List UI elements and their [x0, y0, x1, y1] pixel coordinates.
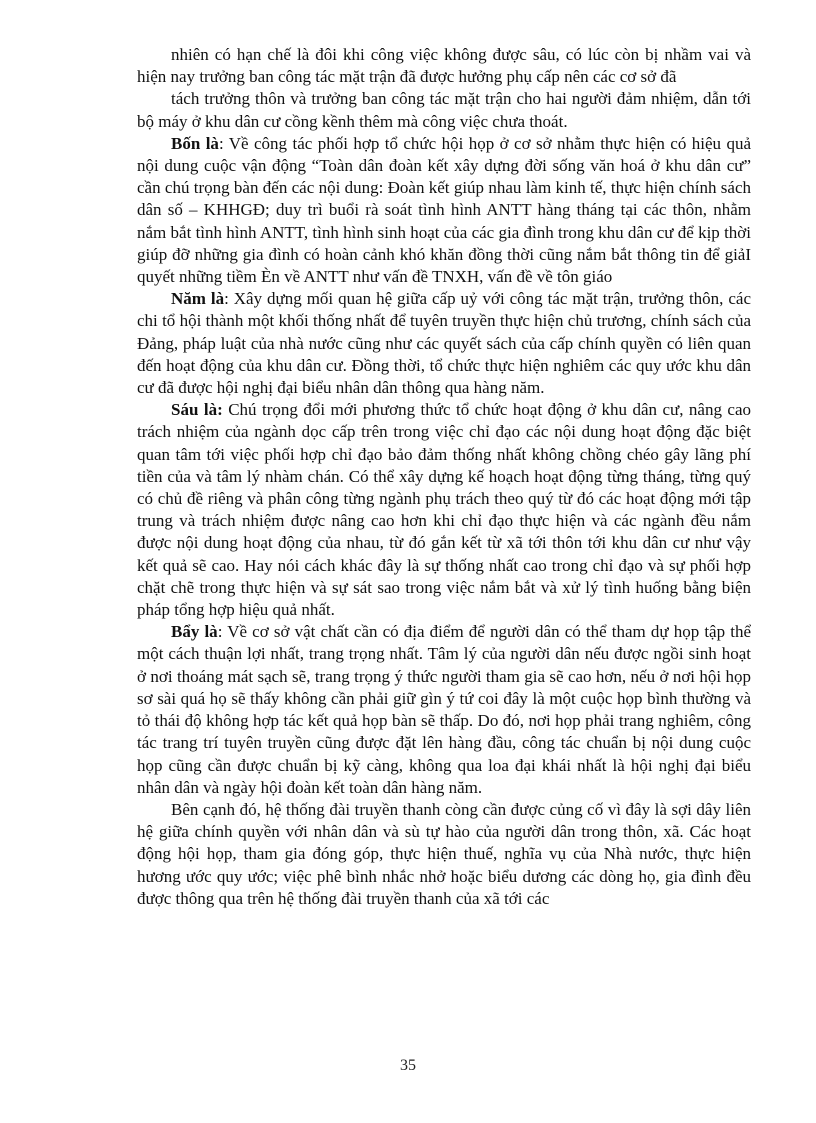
paragraph-continuation-2	[137, 88, 751, 132]
paragraph-text: Bên cạnh đó, hệ thống đài truyền thanh còng cần được củng cố vì đây là sợi dây liên hệ giữa chính quyền với nhân dân và sù tự hào của người dân trong thôn, xã. Các hoạt động hội họp, tham gia đóng góp, thực hiện thuế, nghĩa vụ của Nhà nước, thực hiện hương ước quy ước; việc phê bình nhắc nhở hoặc biểu dương các dòng họ, gia đình đều được thông qua trên hệ thống đài truyền thanh của xã tới các	[137, 799, 751, 908]
paragraph-sau-la	[137, 399, 751, 621]
paragraph-lead: Năm là	[171, 289, 225, 309]
paragraph-nam-la	[137, 288, 751, 399]
paragraph-text: : Về công tác phối hợp tổ chức hội họp ở cơ sở nhằm thực hiện có hiệu quả nội dung cuộc vận động “Toàn dân đoàn kết xây dựng đời sống văn hoá ở khu dân cư” cần chú trọng bàn đến các nội dung: Đoàn kết giúp nhau làm kinh tế, thực hiện chính sách dân số – KHHGĐ; duy trì buổi rà soát tình hình ANTT hàng tháng tại các thôn, nhằm nắm bắt tình hình ANTT, tình hình sinh hoạt của các gia đình trong khu dân cư để kịp thời giúp đỡ những gia đình có hoàn cảnh khó khăn đồng thời cũng nắm bắt thông tin để giảI quyết những tiềm Èn về ANTT như vấn đề TNXH, vấn đề về tôn giáo	[137, 133, 751, 287]
paragraph-text: Chú trọng đổi mới phương thức tổ chức hoạt động ở khu dân cư, nâng cao trách nhiệm của ngành dọc cấp trên trong việc chỉ đạo các nội dung hoạt động đặc biệt quan tâm tới việc phối hợp chỉ đạo bảo đảm thống nhất không chồng chéo gây lãng phí tiền của và tâm lý nhàm chán. Có thể xây dựng kế hoạch hoạt động từng tháng, từng quý có chủ đề riêng và phân công từng ngành phụ trách theo quý từ đó các hoạt động mới tập trung và trách nhiệm được nâng cao hơn khi chỉ đạo thực hiện và các ngành đều nắm được nội dung hoạt động của nhau, từ đó gắn kết từ xã tới thôn tới khu dân cư như vậy kết quả sẽ cao. Hay nói cách khác đây là sự thống nhất cao trong chỉ đạo và sự phối hợp chặt chẽ trong thực hiện và sự sát sao trong việc nắm bắt và xử lý tình huống bằng biện pháp tổng hợp hiệu quả nhất.	[137, 400, 752, 620]
paragraph-lead: Sáu là:	[171, 400, 223, 420]
paragraph-lead: Bẩy là	[171, 622, 218, 642]
page-number: 35	[400, 1057, 416, 1074]
paragraph-text: nhiên có hạn chế là đôi khi công việc không được sâu, có lúc còn bị nhầm vai và hiện nay trưởng ban công tác mặt trận đã được hưởng phụ cấp nên các cơ sở đã	[137, 45, 751, 87]
paragraph-bay-la	[137, 621, 751, 799]
paragraph-ben-canh-do	[137, 799, 751, 910]
paragraph-lead: Bốn là	[171, 133, 219, 153]
paragraph-text: tách trưởng thôn và trưởng ban công tác mặt trận cho hai người đảm nhiệm, dẫn tới bộ máy ở khu dân cư cồng kềnh thêm mà công việc chưa thoát.	[137, 89, 751, 131]
paragraph-text: : Xây dựng mối quan hệ giữa cấp uỷ với công tác mặt trận, trưởng thôn, các chi tổ hội thành một khối thống nhất để tuyên truyền thực hiện chủ trương, chính sách của Đảng, pháp luật của nhà nước cũng như các quyết sách của cấp chính quyền có liên quan đến hoạt động của khu dân cư. Đồng thời, tổ chức thực hiện nghiêm các quy ước khu dân cư đã được hội nghị đại biểu nhân dân thông qua hàng năm.	[137, 289, 751, 398]
paragraph-continuation	[137, 44, 751, 88]
paragraph-bon-la	[137, 133, 751, 288]
paragraph-text: : Về cơ sở vật chất cần có địa điểm để người dân có thể tham dự họp tập thể một cách thuận lợi nhất, trang trọng nhất. Tâm lý của người dân nếu được ngồi sinh hoạt ở nơi thoáng mát sạch sẽ, trang trọng ý thức người tham gia sẽ cao hơn, nếu ở nơi hội họp sơ sài quá họ sẽ thấy không cần phải giữ gìn ý tứ coi đây là một cuộc họp bình thường và tỏ thái độ không hợp tác kết quả họp bàn sẽ thấp. Do đó, nơi họp phải trang nghiêm, công tác trang trí tuyên truyền cũng được đặt lên hàng đầu, công tác chuẩn bị nội dung cuộc họp cũng cần được chuẩn bị kỹ càng, không qua loa đại khái nhất là hội nghị đại biểu nhân dân và ngày hội đoàn kết toàn dân hàng năm.	[137, 622, 751, 797]
document-body	[137, 44, 751, 910]
